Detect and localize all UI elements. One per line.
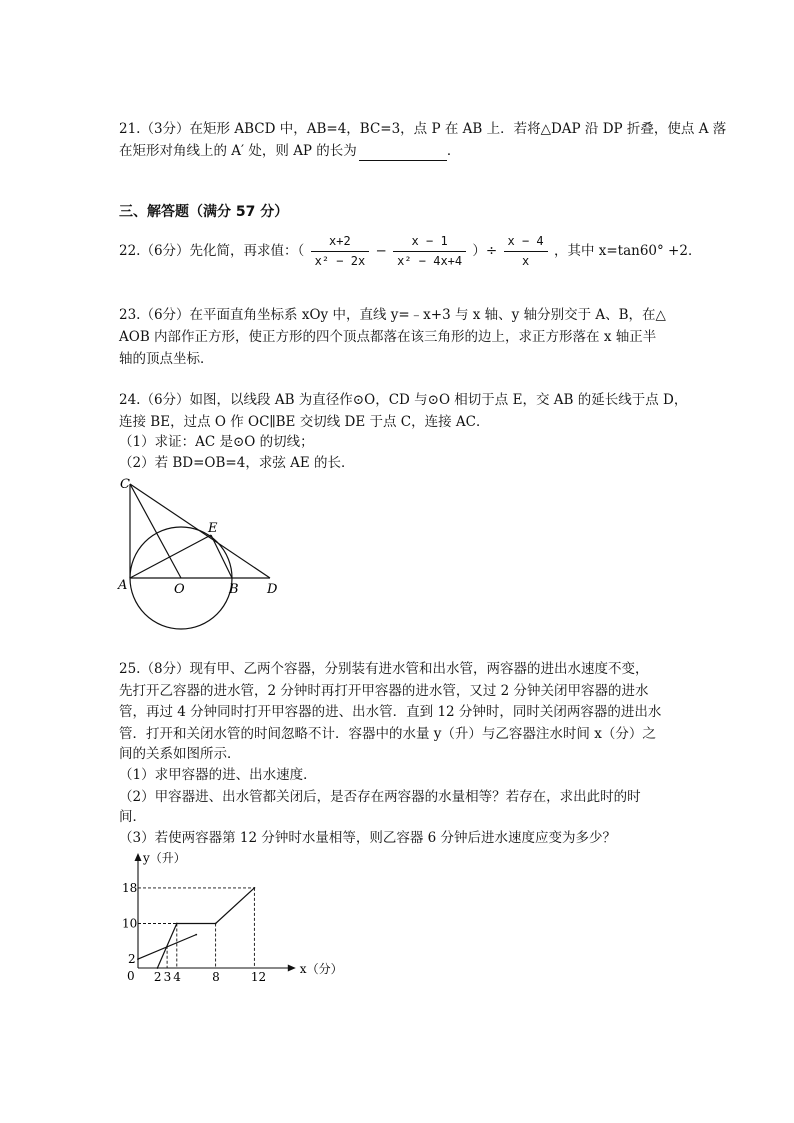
q25-line9: （3）若使两容器第 12 分钟时水量相等，则乙容器 6 分钟后进水速度应变为多少？ [119, 830, 617, 846]
x-axis-arrow [288, 965, 296, 972]
q25-line2: 先打开乙容器的进水管，2 分钟时再打开甲容器的进水管，又过 2 分钟关闭甲容器的进水 [119, 683, 649, 699]
y-axis-label: y（升） [143, 851, 186, 865]
q21-line2 [119, 141, 460, 161]
fraction-3-den: x [521, 254, 530, 268]
origin-label: 0 [127, 969, 135, 983]
series-point [137, 958, 139, 960]
x-axis-label: x（分） [299, 962, 343, 976]
series-point [176, 923, 178, 925]
close-divide: ）÷ [472, 243, 498, 259]
series-point [254, 887, 256, 889]
q25-line8: 间． [119, 809, 146, 825]
q23-line3: 轴的顶点坐标． [119, 351, 214, 367]
y-axis-arrow [135, 853, 142, 861]
q22-prefix: 22.（6分）先化简，再求值：（ [119, 243, 305, 259]
label-b: B [229, 582, 239, 597]
q24-line1: 24.（6分）如图，以线段 AB 为直径作⊙O，CD 与⊙O 相切于点 E，交 AB 的延长线于点 D， [119, 392, 688, 408]
fraction-3-num: x − 4 [504, 234, 548, 252]
minus-sign: − [375, 243, 387, 259]
series-point [195, 934, 197, 936]
series-line-2 [138, 935, 196, 959]
q22-line [119, 230, 701, 272]
q25-line4: 管．打开和关闭水管的时间忽略不计．容器中的水量 y（升）与乙容器注水时间 x（分）之 [119, 726, 656, 742]
q21-line2-text: 在矩形对角线上的 A′ 处，则 AP 的长为 [119, 143, 357, 159]
series-line-1 [157, 888, 254, 968]
y-tick-label: 18 [122, 880, 138, 895]
label-a: A [118, 578, 128, 593]
label-c: C [120, 477, 130, 492]
q23-line1: 23.（6分）在平面直角坐标系 xOy 中，直线 y=﹣x+3 与 x 轴、y 轴分别交于 A、B，在△ [119, 307, 666, 323]
q24-line4: （2）若 BD=OB=4，求弦 AE 的长． [119, 455, 355, 471]
label-e: E [208, 521, 218, 536]
y-tick-label: 2 [128, 952, 136, 967]
label-o: O [174, 582, 185, 597]
fraction-3 [504, 234, 548, 269]
q21-line2-end: ． [446, 143, 461, 159]
series-point [215, 923, 217, 925]
geometry-figure [115, 474, 290, 639]
q22-suffix: ，其中 x=tan60° +2． [553, 243, 702, 259]
q24-line2: 连接 BE，过点 O 作 OC∥BE 交切线 DE 于点 C，连接 AC． [119, 414, 490, 430]
x-tick-label: 8 [212, 970, 220, 984]
q25-line5: 间的关系如图所示． [119, 746, 241, 762]
x-tick-label: 12 [250, 970, 267, 984]
q25-line7: （2）甲容器进、出水管都关闭后，是否存在两容器的水量相等？若存在，求出此时的时 [119, 789, 641, 805]
line-cd [130, 484, 270, 578]
fraction-2 [393, 234, 466, 269]
q25-line1: 25.（8分）现有甲、乙两个容器，分别装有进水管和出水管，两容器的进出水速度不变， [119, 661, 649, 677]
x-tick-label: 2 [153, 970, 162, 984]
q21-line1: 21.（3分）在矩形 ABCD 中，AB=4，BC=3，点 P 在 AB 上．若将△DAP 沿 DP 折叠，使点 A 落 [119, 121, 727, 137]
answer-blank[interactable] [359, 146, 447, 161]
fraction-1-num: x+2 [311, 234, 370, 252]
line-be [211, 535, 232, 578]
q23-line2: AOB 内部作正方形，使正方形的四个顶点都落在该三角形的边上，求正方形落在 x 轴正半 [119, 329, 657, 345]
q24-line3: （1）求证：AC 是⊙O 的切线； [119, 434, 314, 450]
line-ae [130, 535, 211, 578]
q25-line3: 管，再过 4 分钟同时打开甲容器的进、出水管．直到 12 分钟时，同时关闭两容器的进出水 [119, 704, 662, 720]
x-tick-label: 4 [173, 970, 181, 984]
y-tick-label: 10 [122, 916, 138, 931]
fraction-2-den: x² − 4x+4 [397, 254, 463, 268]
label-d: D [267, 582, 278, 597]
fraction-1 [311, 234, 370, 269]
q25-line6: （1）求甲容器的进、出水速度． [119, 767, 317, 783]
fraction-2-num: x − 1 [393, 234, 466, 252]
section-title: 三、解答题（满分 57 分） [119, 204, 289, 220]
series-point [157, 967, 159, 969]
x-tick-label: 3 [163, 970, 172, 984]
water-chart [110, 848, 350, 988]
fraction-1-den: x² − 2x [314, 254, 366, 268]
